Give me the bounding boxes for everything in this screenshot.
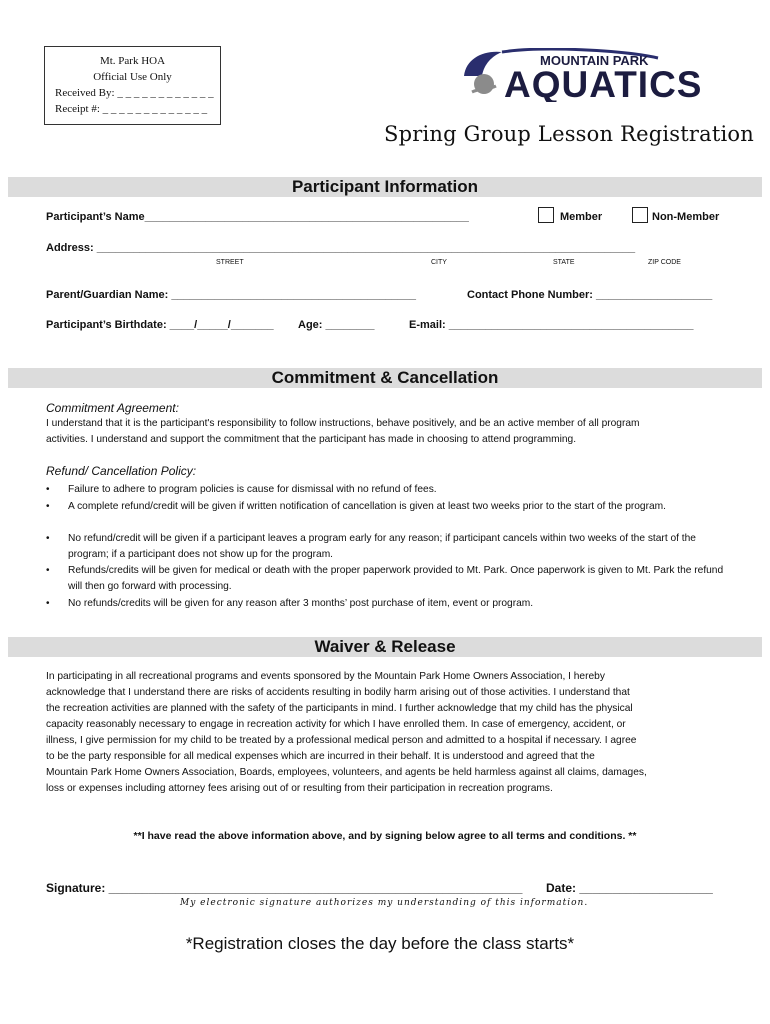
commitment-heading: Commitment & Cancellation <box>271 368 499 387</box>
agreement-line-2: activities. I understand and support the commitment that the participant has made in choosing to attend programming. <box>46 434 577 445</box>
waiver-line-5: illness, I give permission for my child to be treated by a professional medical person and admitted to a hospital if necessary. I agree <box>46 735 637 746</box>
agreement-statement: **I have read the above information above, and by signing below agree to all terms and conditions. ** <box>133 830 637 842</box>
non-member-label: Non-Member <box>652 211 720 223</box>
birthdate-field[interactable]: Participant’s Birthdate: ____/_____/_______ <box>46 319 274 331</box>
registration-closing-note: *Registration closes the day before the class starts* <box>185 934 575 953</box>
address-field[interactable]: Address: ________________________________________________________________________________________ <box>46 242 636 254</box>
waiver-line-8: loss or expenses including attorney fees arising out of or resulting from their participation in recreation programs. <box>46 783 553 794</box>
waiver-line-6: to be the party responsible for all medical expenses which are incurred in their behalf. It is understood and agreed that the <box>46 751 595 762</box>
participant-info-heading: Participant Information <box>291 177 479 196</box>
commitment-agreement-title: Commitment Agreement: <box>46 401 179 415</box>
bullet-marker: • <box>46 565 50 576</box>
logo-graphic <box>462 48 724 102</box>
member-checkbox[interactable] <box>538 207 554 223</box>
office-line1: Mt. Park HOA <box>99 55 166 67</box>
esignature-note: My electronic signature authorizes my understanding of this information. <box>180 898 589 908</box>
waiver-line-1: In participating in all recreational programs and events sponsored by the Mountain Park Home Owners Association, I hereby <box>46 671 605 682</box>
date-field[interactable]: Date: ____________________ <box>546 881 713 895</box>
signature-field[interactable]: Signature: ______________________________________________________________ <box>46 881 523 895</box>
contact-phone-field[interactable]: Contact Phone Number: ___________________ <box>467 289 713 301</box>
parent-guardian-field[interactable]: Parent/Guardian Name: ________________________________________ <box>46 289 417 301</box>
agreement-line-1: I understand that it is the participant's responsibility to follow instructions, behave positively, and be an active member of all program <box>46 418 640 429</box>
waiver-line-4: capacity reasonably necessary to engage in recreation activity for which I have enrolled them. In case of emergency, accident, or <box>46 719 626 730</box>
waiver-line-3: the recreation activities are planned with the safety of the participants in mind. I further acknowledge that my child has the physical <box>46 703 633 714</box>
bullet-marker: • <box>46 501 50 512</box>
waiver-heading: Waiver & Release <box>314 637 456 656</box>
bullet-marker: • <box>46 484 50 495</box>
waiver-header <box>8 637 762 657</box>
policy-bullet-2: A complete refund/credit will be given if written notification of cancellation is given at least two weeks prior to the start of the program. <box>68 501 666 512</box>
zip-caption: ZIP CODE <box>648 259 681 266</box>
policy-bullet-4: Refunds/credits will be given for medical or death with the proper paperwork provided to Mt. Park. Once paperwork is given to Mt. Park the refund will then go forward with processing. <box>68 565 724 592</box>
street-caption: STREET <box>216 259 244 266</box>
bullet-marker: • <box>46 598 50 609</box>
waiver-line-2: acknowledge that I understand there are risks of accidents resulting in bodily harm arising out of those activities. I understand that <box>46 687 630 698</box>
office-line2: Official Use Only <box>93 71 172 83</box>
waiver-line-7: Mountain Park Home Owners Association, Boards, employees, volunteers, and agents be held harmless against all claims, damages, <box>46 767 647 778</box>
policy-bullet-1: Failure to adhere to program policies is cause for dismissal with no refund of fees. <box>68 484 437 495</box>
participant-info-header <box>8 177 762 197</box>
participant-name-field[interactable]: Participant’s Name_____________________________________________________ <box>46 211 469 223</box>
city-caption: CITY <box>431 259 447 266</box>
page-title: Spring Group Lesson Registration <box>384 122 754 146</box>
commitment-header <box>8 368 762 388</box>
policy-bullet-5: No refunds/credits will be given for any reason after 3 months’ post purchase of item, event or program. <box>68 598 534 609</box>
email-field[interactable]: E-mail: ________________________________________ <box>409 319 694 331</box>
logo-main-text: AQUATICS <box>504 64 703 102</box>
mountain-park-aquatics-logo <box>462 48 724 102</box>
bullet-marker: • <box>46 533 50 544</box>
state-caption: STATE <box>553 259 575 266</box>
received-by: Received By: _ _ _ _ _ _ _ _ _ _ _ _ <box>55 87 214 99</box>
member-label: Member <box>560 211 603 223</box>
refund-policy-title: Refund/ Cancellation Policy: <box>46 464 197 478</box>
logo-top-text: MOUNTAIN PARK <box>540 53 649 68</box>
non-member-checkbox[interactable] <box>632 207 648 223</box>
policy-bullet-3: No refund/credit will be given if a participant leaves a program early for any reason; if participant cancels within two weeks of the start of the program; if a participant does not show up for the program. <box>68 533 696 560</box>
official-use-box <box>44 46 221 125</box>
age-field[interactable]: Age: ________ <box>298 319 375 331</box>
receipt-number: Receipt #: _ _ _ _ _ _ _ _ _ _ _ _ _ <box>55 103 208 115</box>
